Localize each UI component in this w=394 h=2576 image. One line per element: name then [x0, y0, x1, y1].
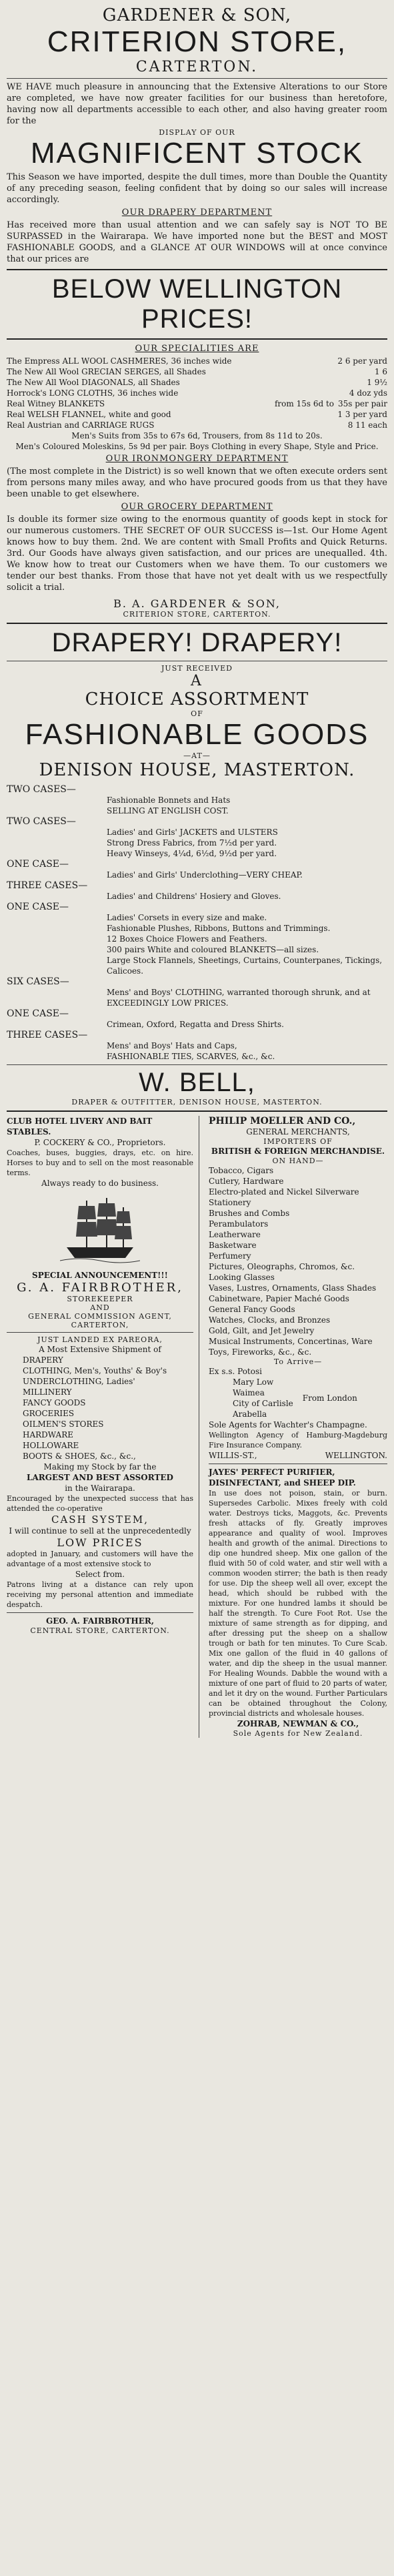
speciality-range: [274, 388, 334, 398]
bell-block-line: Heavy Winseys, 4¼d, 6½d, 9½d per yard.: [107, 849, 277, 858]
bell-block-heading: ONE CASE—: [7, 859, 69, 870]
speciality-price: 4 doz yds: [349, 388, 387, 398]
fair-continue: I will continue to sell at the unprecedentedly: [9, 1526, 191, 1536]
moeller-item: Pictures, Oleographs, Chromos, &c.: [209, 1262, 355, 1271]
bell-name: W. BELL,: [139, 1068, 255, 1097]
a-label: A: [191, 673, 203, 689]
moeller-address: [209, 1450, 387, 1461]
jayes-title: JAYES' PERFECT PURIFIER, DISINFECTANT, and SHEEP DIP.: [209, 1468, 356, 1488]
criterion-store-title: CRITERION STORE,: [47, 25, 347, 58]
moeller-ship: Waimea: [233, 1388, 265, 1397]
moeller-wellington: WELLINGTON.: [325, 1451, 387, 1460]
speciality-range: [274, 420, 334, 430]
speciality-range: [274, 366, 334, 377]
bell-block-line: Ladies' and Girls' JACKETS and ULSTERS: [107, 828, 278, 837]
bell-block-heading: TWO CASES—: [7, 784, 76, 795]
moeller-item: Perambulators: [209, 1219, 269, 1229]
bell-block-heading: TWO CASES—: [7, 816, 76, 827]
bell-block-line: FASHIONABLE TIES, SCARVES, &c., &c.: [107, 1052, 275, 1061]
denison-house: DENISON HOUSE, MASTERTON.: [39, 760, 355, 780]
special-announcement: SPECIAL ANNOUNCEMENT!!!: [32, 1271, 168, 1280]
moeller-item: Watches, Clocks, and Bronzes: [209, 1315, 331, 1325]
bell-block-heading: SIX CASES—: [7, 976, 69, 987]
moeller-ex: Ex s.s. Potosi: [209, 1367, 262, 1376]
bell-block-line: SELLING AT ENGLISH COST.: [107, 806, 229, 816]
moeller-ship: Mary Low: [233, 1377, 274, 1387]
bell-block-heading: THREE CASES—: [7, 880, 88, 891]
fair-item: DRAPERY: [23, 1355, 63, 1365]
moeller-hand: ON HAND—: [272, 1157, 324, 1165]
fair-making: Making my Stock by far the: [43, 1462, 157, 1472]
moeller-item: Leatherware: [209, 1230, 261, 1239]
moeller-item: Perfumery: [209, 1251, 251, 1261]
fashionable-goods: FASHIONABLE GOODS: [25, 718, 369, 751]
gardener-header: GARDENER & SON,: [102, 5, 292, 25]
fair-item: HOLLOWARE: [23, 1441, 79, 1450]
magnificent-stock-title: MAGNIFICENT STOCK: [30, 137, 364, 170]
bell-ad: [7, 628, 387, 1106]
speciality-range: [274, 356, 334, 366]
moeller-items: [209, 1165, 387, 1357]
jayes-agents: ZOHRAB, NEWMAN & CO.,: [237, 1719, 359, 1728]
moeller-brit: BRITISH & FOREIGN MERCHANDISE.: [211, 1147, 385, 1156]
moeller-item: Looking Glasses: [209, 1273, 275, 1282]
moeller-item: Electro-plated and Nickel Silverware: [209, 1187, 359, 1197]
speciality-range: from 15s 6d to: [274, 399, 334, 408]
speciality-row: [7, 409, 387, 420]
season-text: This Season we have imported, despite the dull times, more than Double the Quantity of any preceding season, feeling confident that by doing so our sales will increase accordingly.: [7, 172, 387, 205]
jayes-text: In use does not poison, stain, or burn. Supersedes Carbolic. Mixes freely with cold water. Destroys ticks, Maggots, &c. Prevents fresh attacks of fly. Greatly improves appearance and quality of wool. Improves health and growth of the animal. Directions to dip one hundred sheep. Mix one gallon of the fluid with 50 of cold water, and stir well with a common wooden stirrer; the bath is then ready for use. Dip the sheep well all over, except the head, which should be rubbed with the mixture. For one hundred lambs it should be half the strength. To Cure Foot Rot. Use the mixture of same strength as for dipping, and after dressing put the sheep on a shallow trough or bath for ten minutes. To Cure Scab. Mix one gallon of the fluid in 40 gallons of water, and dip the sheep in the usual manner. For Healing Wounds. Dabble the wound with a mixture of one part of fluid to 20 parts of water, and let it dry on the wound. Further Particulars can be obtained throughout the Colony, provincial districts and wholesale houses.: [209, 1489, 387, 1718]
moeller-item: Vases, Lustres, Ornaments, Glass Shades: [209, 1283, 377, 1293]
carterton-title: CARTERTON.: [135, 59, 259, 75]
bell-block-line: Fashionable Plushes, Ribbons, Buttons and Trimmings.: [107, 924, 331, 933]
fair-item: CLOTHING, Men's, Youths' & Boy's: [23, 1366, 167, 1375]
fair-item: GROCERIES: [23, 1409, 75, 1418]
speciality-name: The Empress ALL WOOL CASHMERES, 36 inches wide: [7, 356, 232, 366]
gardener-signature: B. A. GARDENER & SON,: [113, 597, 281, 610]
bell-block-heading: ONE CASE—: [7, 1008, 69, 1019]
fair-item: BOOTS & SHOES, &c., &c.,: [23, 1452, 136, 1461]
drapery-title: DRAPERY! DRAPERY!: [51, 628, 343, 657]
left-column: [7, 1116, 199, 1738]
moeller-item: Cutlery, Hardware: [209, 1177, 284, 1186]
just-received: JUST RECEIVED: [161, 664, 233, 673]
bell-blocks: [7, 784, 387, 1062]
fair-sign: GEO. A. FAIRBROTHER,: [45, 1616, 154, 1626]
speciality-name: Horrock's LONG CLOTHS, 36 inches wide: [7, 388, 179, 398]
bell-block-line: Mens' and Boys' Hats and Caps,: [107, 1041, 237, 1050]
moeller-item: Tobacco, Cigars: [209, 1166, 274, 1175]
speciality-name: The New All Wool GRECIAN SERGES, all Shades: [7, 367, 206, 376]
speciality-row: [7, 377, 387, 388]
speciality-name: The New All Wool DIAGONALS, all Shades: [7, 378, 180, 387]
speciality-name: Real Austrian and CARRIAGE RUGS: [7, 420, 155, 430]
drapery-heading: OUR DRAPERY DEPARTMENT: [121, 208, 273, 218]
club-title: CLUB HOTEL LIVERY AND BAIT STABLES.: [7, 1116, 153, 1137]
gardener-ad: [7, 5, 387, 619]
fair-adopted: adopted in January, and customers will have the advantage of a most extensive stock to: [7, 1550, 193, 1568]
speciality-price: 1 6: [374, 367, 387, 376]
bell-block-line: 12 Boxes Choice Flowers and Feathers.: [107, 934, 267, 944]
bell-block-line: Mens' and Boys' CLOTHING, warranted thorough shrunk, and at EXCEEDINGLY LOW PRICES.: [107, 988, 371, 1008]
below-wellington-title: BELOW WELLINGTON PRICES!: [51, 274, 343, 334]
choice-assortment: CHOICE ASSORTMENT: [85, 689, 309, 709]
fair-in: in the Wairarapa.: [65, 1484, 135, 1493]
moeller-ships: [233, 1377, 293, 1419]
club-owners: P. COCKERY & CO., Proprietors.: [34, 1138, 166, 1147]
moeller-item: Stationery: [209, 1198, 251, 1207]
grocery-text: Is double its former size owing to the enormous quantity of goods kept in stock for our numerous customers. THE SECRET OF OUR SUCCESS is—1st. Our Home Agent knows how to buy them. 2nd. We are content with Small Profits and Quick Returns. 3rd. Our Goods have always given satisfaction, and our prices are unequalled. 4th. We know how to treat our Customers when we have them. To our customers we tender our best thanks. From those that have not yet dealt with us we respectfully solicit a trial.: [7, 515, 387, 593]
bell-block-line: Ladies' and Childrens' Hosiery and Gloves.: [107, 892, 281, 901]
bell-block-heading: ONE CASE—: [7, 902, 69, 912]
bell-block-line: 300 pairs White and coloured BLANKETS—all sizes.: [107, 945, 319, 954]
bell-block-line: Ladies' and Girls' Underclothing—VERY CHEAP.: [107, 870, 303, 880]
speciality-price: 1 3 per yard: [337, 410, 387, 419]
fair-encouraged: Encouraged by the unexpected success that has attended the co-operative: [7, 1494, 193, 1513]
fair-item: FANCY GOODS: [23, 1398, 86, 1407]
fair-item: UNDERCLOTHING, Ladies': [23, 1377, 135, 1386]
fair-landed: JUST LANDED EX PAREORA,: [37, 1335, 163, 1344]
bottom-columns: [7, 1116, 387, 1738]
speciality-row: [7, 388, 387, 398]
moeller-from: From London: [302, 1393, 357, 1403]
moeller-arrive: To Arrive—: [273, 1357, 323, 1366]
intro-text: WE HAVE much pleasure in announcing that the Extensive Alterations to our Store are completed, we have now greater facilities for our business than heretofore, having now all departments accessible to each other, and also having greater room for the: [7, 82, 387, 126]
ironmongery-heading: OUR IRONMONGERY DEPARTMENT: [105, 454, 289, 464]
fair-sign-sub: CENTRAL STORE, CARTERTON.: [30, 1626, 170, 1635]
moeller-willis: WILLIS-ST.,: [209, 1451, 257, 1460]
speciality-price: 1 9½: [367, 378, 387, 387]
fair-most: A Most Extensive Shipment of: [39, 1345, 161, 1354]
bell-block-line: Large Stock Flannels, Sheetings, Curtains, Counterpanes, Tickings, Calicoes.: [107, 956, 383, 976]
fair-item: HARDWARE: [23, 1430, 73, 1439]
newspaper-page: [7, 5, 387, 2565]
moeller-sub: GENERAL MERCHANTS,: [246, 1127, 350, 1137]
moeller-ships-row: [209, 1377, 387, 1419]
specialities-list: [7, 356, 387, 430]
of-label: OF: [191, 709, 203, 718]
gardener-signature-sub: CRITERION STORE, CARTERTON.: [123, 610, 271, 619]
ironmongery-text: (The most complete in the District) is so well known that we often execute orders sent from persons many miles away, and who have procured goods from us that they have been unable to get elsewhere.: [7, 466, 387, 499]
fair-line4: CARTERTON,: [71, 1321, 129, 1329]
moeller-ins: Wellington Agency of Hamburg-Magdeburg Fire Insurance Company.: [209, 1431, 387, 1450]
fair-item: OILMEN'S STORES: [23, 1419, 104, 1429]
fair-item: MILLINERY: [23, 1387, 72, 1397]
at-label: —AT—: [183, 751, 211, 760]
display-label: DISPLAY OF OUR: [159, 128, 235, 137]
fair-cash: CASH SYSTEM,: [51, 1514, 149, 1526]
fair-line1: STOREKEEPER: [67, 1295, 133, 1303]
speciality-range: [274, 409, 334, 420]
specialities-heading: OUR SPECIALITIES ARE: [135, 344, 259, 354]
bell-block-line: Strong Dress Fabrics, from 7½d per yard.: [107, 838, 277, 848]
moeller-item: Brushes and Combs: [209, 1209, 290, 1218]
fair-select: Select from.: [75, 1570, 125, 1579]
fair-largest: LARGEST AND BEST ASSORTED: [27, 1473, 173, 1482]
moeller-item: Basketware: [209, 1241, 257, 1250]
club-text: Coaches, buses, buggies, drays, etc. on hire. Horses to buy and to sell on the most reasonable terms.: [7, 1149, 193, 1177]
moeller-item: Gold, Gilt, and Jet Jewelry: [209, 1326, 315, 1335]
moeller-item: Musical Instruments, Concertinas, Ware: [209, 1337, 373, 1346]
ship-icon: [60, 1193, 140, 1266]
speciality-row: [7, 366, 387, 377]
fair-line2: AND: [90, 1303, 110, 1312]
fairbrother-name: G. A. FAIRBROTHER,: [17, 1281, 183, 1295]
moeller-ship: Arabella: [233, 1409, 267, 1419]
speciality-price: 35s per pair: [338, 399, 387, 408]
speciality-range: [274, 377, 334, 388]
club-ready: Always ready to do business.: [41, 1179, 159, 1188]
speciality-row: [7, 356, 387, 366]
speciality-price: 2 6 per yard: [337, 356, 387, 366]
right-column: [205, 1116, 387, 1738]
speciality-row: [7, 420, 387, 430]
moeller-name: PHILIP MOELLER AND CO.,: [209, 1116, 356, 1126]
fair-items: [7, 1355, 193, 1462]
fair-patrons: Patrons living at a distance can rely upon receiving my personal attention and immediate despatch.: [7, 1580, 193, 1609]
speciality-name: Real WELSH FLANNEL, white and good: [7, 410, 171, 419]
moeller-ship: City of Carlisle: [233, 1399, 293, 1408]
speciality-row: [7, 398, 387, 409]
suits-line: Men's Suits from 35s to 67s 6d, Trousers, from 8s 11d to 20s.: [71, 431, 323, 440]
drapery-text: Has received more than usual attention and we can safely say is NOT TO BE SURPASSED in the Wairarapa. We have imported none but the BEST and MOST FASHIONABLE GOODS, and a GLANCE AT OUR WINDOWS will at once convince that our prices are: [7, 220, 387, 264]
moeller-item: General Fancy Goods: [209, 1305, 295, 1314]
jayes-sole: Sole Agents for New Zealand.: [233, 1729, 363, 1738]
bell-sub: DRAPER & OUTFITTER, DENISON HOUSE, MASTERTON.: [71, 1098, 323, 1106]
grocery-heading: OUR GROCERY DEPARTMENT: [121, 502, 273, 512]
bell-block-line: Fashionable Bonnets and Hats: [107, 795, 231, 805]
moleskins-line: Men's Coloured Moleskins, 5s 9d per pair. Boys Clothing in every Shape, Style and Price.: [15, 442, 379, 451]
moeller-item: Toys, Fireworks, &c., &c.: [209, 1347, 312, 1357]
bell-block-line: Ladies' Corsets in every size and make.: [107, 913, 267, 922]
fair-line3: GENERAL COMMISSION AGENT,: [28, 1312, 172, 1321]
bell-block-line: Crimean, Oxford, Regatta and Dress Shirts.: [107, 1020, 284, 1029]
bell-block-heading: THREE CASES—: [7, 1030, 88, 1040]
speciality-name: Real Witney BLANKETS: [7, 399, 105, 408]
moeller-imp: IMPORTERS OF: [263, 1137, 333, 1146]
speciality-price: 8 11 each: [347, 420, 387, 430]
fair-low: LOW PRICES: [57, 1536, 143, 1549]
moeller-item: Cabinetware, Papier Maché Goods: [209, 1294, 349, 1303]
moeller-agents: Sole Agents for Wachter's Champagne.: [209, 1420, 367, 1429]
